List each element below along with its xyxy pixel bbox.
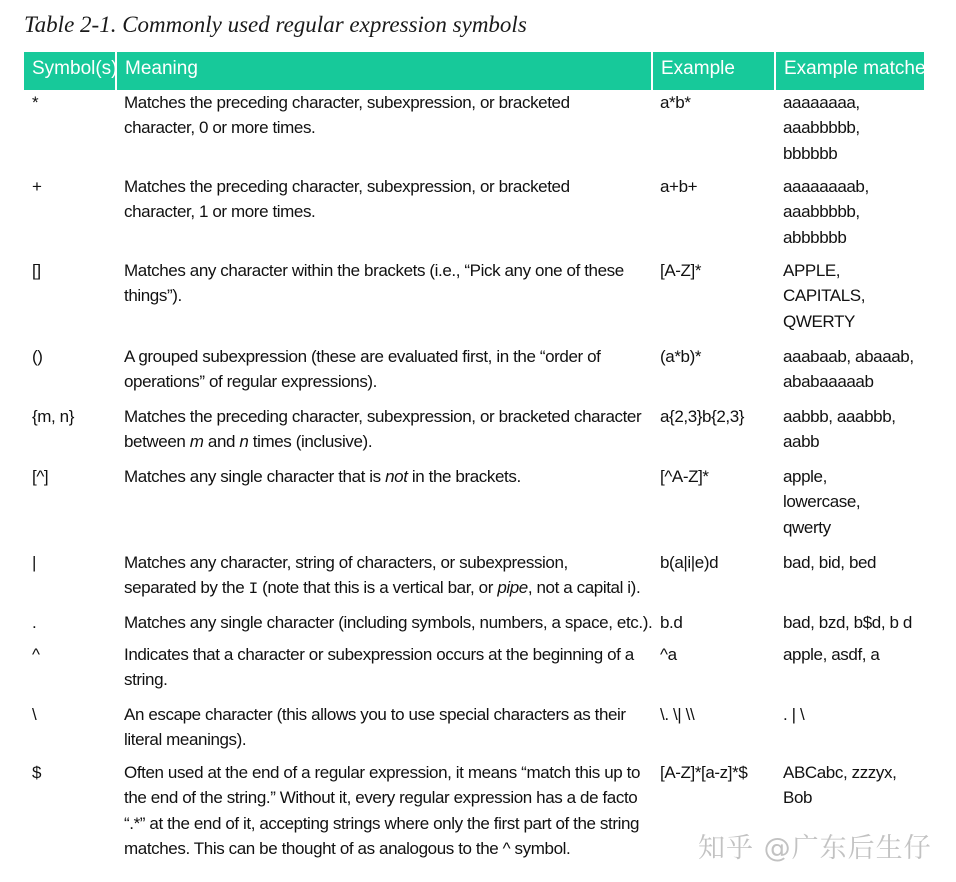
header-symbol: Symbol(s) (24, 52, 116, 90)
matches-cell (775, 404, 924, 464)
meaning-cell: Often used at the end of a regular expression, it means “match this up to the end of the string.” Without it, every regular expression has a de facto “.*” at the end of it, accepting strings where only the first part of the string matches. This can be thought of as analogous to the ^ symbol. (124, 762, 641, 858)
matches-cell (775, 90, 924, 174)
matches-cell (775, 344, 924, 404)
meaning-emphasis: n (239, 432, 249, 451)
symbol-cell: * (32, 92, 39, 112)
table-row (24, 344, 924, 404)
match-line: Bob (783, 788, 813, 807)
match-line: bbbbbb (783, 143, 838, 163)
matches-cell (775, 464, 924, 550)
meaning-text: times (inclusive). (248, 432, 373, 451)
example-cell: \. \| \\ (660, 704, 695, 724)
match-line: bad, bid, bed (783, 552, 877, 572)
example-cell: b.d (660, 612, 683, 632)
match-line: ABCabc, zzzyx, (783, 762, 897, 782)
table-row (24, 610, 924, 642)
symbol-cell: $ (32, 762, 42, 782)
match-line: QWERTY (783, 311, 855, 331)
example-cell: a*b* (660, 92, 691, 112)
table-row (24, 702, 924, 760)
watermark-text: 知乎 @广东后生仔 (698, 833, 932, 864)
matches-cell (775, 550, 924, 610)
match-line: aaabbbbb, (783, 202, 860, 221)
header-meaning: Meaning (116, 52, 652, 90)
matches-cell (775, 258, 924, 344)
table-header-row (24, 52, 924, 90)
symbol-cell: () (32, 346, 43, 366)
meaning-cell: A grouped subexpression (these are evaluated first, in the “order of operations” of regular expressions). (124, 346, 601, 391)
matches-cell (775, 642, 924, 702)
match-line: CAPITALS, (783, 286, 866, 305)
table-row (24, 90, 924, 174)
header-example-matches: Example matches (775, 52, 924, 90)
symbol-cell: \ (32, 704, 37, 724)
meaning-text: (note that this is a vertical bar, or (257, 578, 498, 597)
meaning-cell: Matches any character within the brackets (i.e., “Pick any one of these things”). (124, 260, 624, 305)
match-line: aaabbbbb, (783, 118, 860, 137)
meaning-cell: Indicates that a character or subexpression occurs at the beginning of a string. (124, 644, 634, 689)
matches-cell (775, 702, 924, 760)
symbol-cell: + (32, 176, 42, 196)
table-row (24, 550, 924, 610)
meaning-text: Matches any character, string of characters, or subexpression, separated by the (124, 552, 568, 597)
symbol-cell: . (32, 612, 37, 632)
example-cell: b(a|i|e)d (660, 552, 719, 572)
match-line: APPLE, (783, 260, 841, 280)
meaning-text: Matches any single character that is (124, 466, 386, 486)
symbol-cell: ^ (32, 644, 40, 664)
example-cell: a+b+ (660, 176, 698, 196)
match-line: bad, bzd, b$d, b d (783, 612, 912, 632)
header-example: Example (652, 52, 775, 90)
symbol-cell: {m, n} (32, 406, 75, 426)
meaning-cell: Matches the preceding character, subexpression, or bracketed character, 1 or more times. (124, 176, 570, 221)
match-line: apple, asdf, a (783, 644, 880, 664)
example-cell: [A-Z]* (660, 260, 702, 280)
table-row (24, 642, 924, 702)
meaning-cell (116, 404, 652, 464)
table-row (24, 464, 924, 550)
match-line: aaabaab, abaaab, (783, 346, 914, 366)
match-line: abbbbbb (783, 227, 847, 247)
table-caption: Table 2-1. Commonly used regular expression symbols (24, 12, 527, 37)
meaning-text: , not a capital i). (527, 578, 641, 597)
match-line: aabb (783, 432, 820, 451)
match-line: qwerty (783, 517, 831, 537)
example-cell: ^a (660, 644, 677, 664)
symbol-cell: | (32, 552, 37, 572)
meaning-cell: Matches any single character (including symbols, numbers, a space, etc.). (124, 612, 653, 632)
example-cell: (a*b)* (660, 346, 702, 366)
example-cell: a{2,3}b{2,3} (660, 406, 745, 426)
meaning-text: Matches the preceding character, subexpression, or bracketed character between (124, 406, 642, 451)
meaning-cell: Matches the preceding character, subexpression, or bracketed character, 0 or more times. (124, 92, 570, 137)
match-line: . | \ (783, 704, 805, 724)
symbol-cell: [^] (32, 466, 49, 486)
match-line: aaaaaaaa, (783, 92, 860, 112)
meaning-code: I (248, 580, 258, 598)
meaning-emphasis: not (385, 466, 408, 486)
meaning-text: in the brackets. (407, 466, 521, 486)
symbol-cell: [] (32, 260, 41, 280)
meaning-emphasis: m (189, 432, 204, 451)
match-line: apple, (783, 466, 827, 486)
meaning-cell: An escape character (this allows you to use special characters as their literal meanings). (124, 704, 626, 749)
matches-cell (775, 174, 924, 258)
meaning-cell (116, 464, 652, 550)
regex-symbols-table (24, 52, 936, 862)
match-line: aabbb, aaabbb, (783, 406, 896, 426)
example-cell: [A-Z]*[a-z]*$ (660, 762, 748, 782)
match-line: aaaaaaaab, (783, 176, 869, 196)
match-line: ababaaaaab (783, 372, 874, 391)
match-line: lowercase, (783, 492, 861, 511)
meaning-emphasis: pipe (497, 578, 528, 597)
matches-cell (775, 610, 924, 642)
meaning-text: and (203, 432, 240, 451)
table-row (24, 174, 924, 258)
table-row (24, 258, 924, 344)
meaning-cell (116, 550, 652, 610)
example-cell: [^A-Z]* (660, 466, 709, 486)
table-row (24, 404, 924, 464)
